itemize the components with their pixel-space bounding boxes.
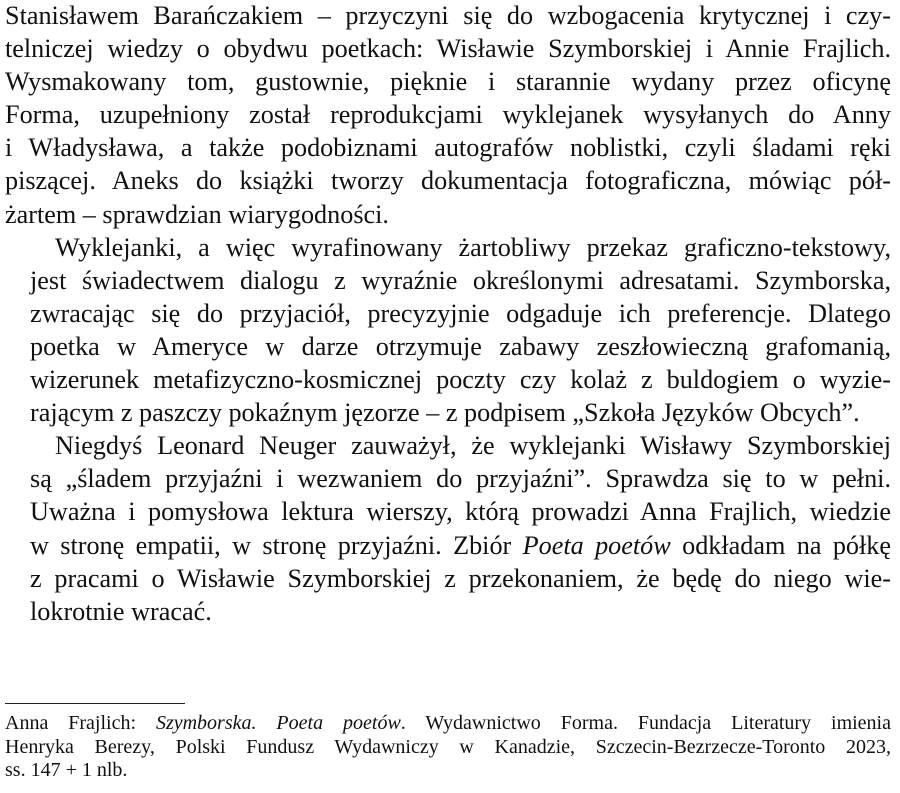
text-line: zwracając się do przyjaciół, precyzyjnie odgaduje ich preferencje. Dlatego: [30, 298, 891, 328]
text-line: z pracami o Wisławie Szymborskiej z przekonaniem, że będę do niego wie-: [30, 563, 891, 593]
footnote-divider: [5, 703, 185, 704]
text-line: poetka w Ameryce w darze otrzymuje zabawy zeszłowieczną grafomanią,: [30, 331, 891, 361]
footnote-author: Anna Frajlich:: [5, 712, 156, 734]
text-line: Niegdyś Leonard Neuger zauważył, że wyklejanki Wisławy Szymborskiej: [55, 431, 891, 461]
bibliographic-footnote: [5, 712, 891, 783]
text-line: wizerunek metafizyczno-kosmicznej poczty czy kolaż z buldogiem o wyzie-: [30, 365, 891, 395]
footnote-line: Henryka Berezy, Polski Fundusz Wydawniczy w Kanadzie, Szczecin-Bezrzecze-Toronto 2023,: [5, 735, 891, 758]
footnote-title-italic: Szymborska. Poeta poetów: [155, 712, 401, 734]
footnote-line: ss. 147 + 1 nlb.: [5, 759, 128, 782]
paragraph-2: [5, 231, 891, 430]
text-line-with-title: [5, 529, 891, 562]
paragraph-3: [5, 429, 891, 628]
text-line: telniczej wiedzy o obydwu poetkach: Wisławie Szymborskiej i Annie Frajlich.: [5, 34, 891, 64]
text-line: Wysmakowany tom, gustownie, pięknie i starannie wydany przez oficynę: [5, 67, 891, 97]
text-line: Uważna i pomysłowa lektura wierszy, którą prowadzi Anna Frajlich, wiedzie: [30, 497, 891, 527]
text-line: żartem – sprawdzian wiarygodności.: [5, 199, 389, 229]
text-fragment: w stronę empatii, w stronę przyjaźni. Zbiór: [30, 530, 523, 560]
footnote-line: [5, 712, 891, 736]
text-line: piszącej. Aneks do książki tworzy dokumentacja fotograficzna, mówiąc pół-: [5, 166, 891, 196]
paragraph-1: [5, 0, 891, 231]
article-body: [5, 0, 891, 628]
text-line: Wyklejanki, a więc wyrafinowany żartobliwy przekaz graficzno-tekstowy,: [55, 232, 891, 262]
text-line: i Władysława, a także podobiznami autografów noblistki, czyli śladami ręki: [5, 133, 891, 163]
text-line: Stanisławem Barańczakiem – przyczyni się do wzbogacenia krytycznej i czy-: [5, 1, 891, 30]
text-line: są „śladem przyjaźni i wezwaniem do przyjaźni”. Sprawdza się to w pełni.: [30, 464, 891, 494]
text-line: jest świadectwem dialogu z wyraźnie określonymi adresatami. Szymborska,: [30, 265, 891, 295]
footnote-publisher: . Wydawnictwo Forma. Fundacja Literatury imienia: [400, 712, 891, 734]
article-page: [5, 0, 891, 628]
text-line: lokrotnie wracać.: [30, 596, 212, 626]
text-line: Forma, uzupełniony został reprodukcjami wyklejanek wysyłanych do Anny: [5, 100, 891, 130]
text-fragment: odkładam na półkę: [670, 530, 891, 560]
text-line: rającym z paszczy pokaźnym jęzorze – z podpisem „Szkoła Języków Obcych”.: [30, 398, 860, 428]
book-title-italic: Poeta poetów: [522, 530, 671, 560]
